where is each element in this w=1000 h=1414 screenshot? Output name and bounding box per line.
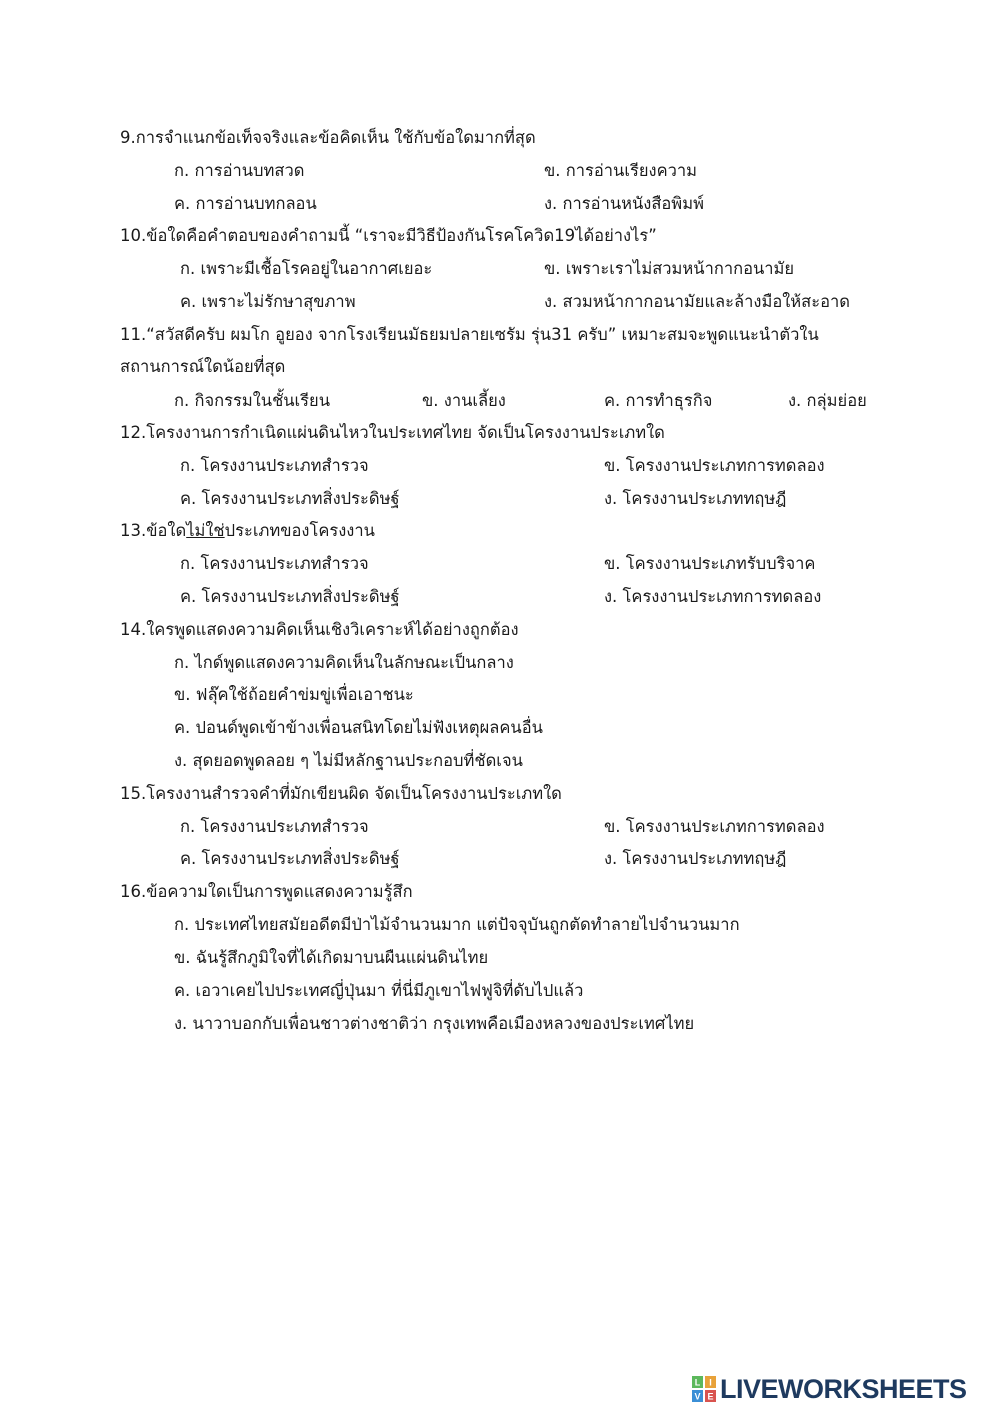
question-9-text: 9.การจำแนกข้อเท็จจริงและข้อคิดเห็น ใช้กับข้อใดมากที่สุด <box>120 128 536 147</box>
q14-choice-c: ค. ปอนด์พูดเข้าข้างเพื่อนสนิทโดยไม่ฟังเหตุผลคนอื่น <box>174 718 543 737</box>
q10-choice-b: ข. เพราะเราไม่สวมหน้ากากอนามัย <box>544 259 795 278</box>
question-11-text-line2: สถานการณ์ใดน้อยที่สุด <box>120 357 286 376</box>
question-13-prefix: 13.ข้อใด <box>120 521 187 540</box>
q9-choice-a: ก. การอ่านบทสวด <box>174 161 305 180</box>
q13-choice-c: ค. โครงงานประเภทสิ่งประดิษฐ์ <box>180 587 400 606</box>
q16-choice-d: ง. นาวาบอกกับเพื่อนชาวต่างชาติว่า กรุงเทพคือเมืองหลวงของประเทศไทย <box>174 1014 695 1033</box>
q12-choice-d: ง. โครงงานประเภททฤษฎี <box>604 489 787 508</box>
q11-choice-c: ค. การทำธุรกิจ <box>604 391 713 410</box>
q14-choice-d: ง. สุดยอดพูดลอย ๆ ไม่มีหลักฐานประกอบที่ชัดเจน <box>174 751 523 770</box>
q11-choice-b: ข. งานเลี้ยง <box>422 391 506 410</box>
question-11-text-line1: 11.“สวัสดีครับ ผมโก อูยอง จากโรงเรียนมัธยมปลายเซรัม รุ่น31 ครับ” เหมาะสมจะพูดแนะนำตัวใน <box>120 325 819 344</box>
q13-choice-a: ก. โครงงานประเภทสำรวจ <box>180 554 369 573</box>
q15-choice-d: ง. โครงงานประเภททฤษฎี <box>604 849 787 868</box>
q10-choice-a: ก. เพราะมีเชื้อโรคอยู่ในอากาศเยอะ <box>180 259 433 278</box>
svg-text:I: I <box>709 1377 712 1388</box>
q15-choice-b: ข. โครงงานประเภทการทดลอง <box>604 817 825 836</box>
q9-choice-c: ค. การอ่านบทกลอน <box>174 194 317 213</box>
q16-choice-c: ค. เอวาเคยไปประเทศญี่ปุ่นมา ที่นี่มีภูเขาไฟฟูจิที่ดับไปแล้ว <box>174 981 584 1000</box>
q12-choice-b: ข. โครงงานประเภทการทดลอง <box>604 456 825 475</box>
q12-choice-c: ค. โครงงานประเภทสิ่งประดิษฐ์ <box>180 489 400 508</box>
q9-choice-d: ง. การอ่านหนังสือพิมพ์ <box>544 194 704 213</box>
q10-choice-d: ง. สวมหน้ากากอนามัยและล้างมือให้สะอาด <box>544 292 851 311</box>
q14-choice-a: ก. ไกด์พูดแสดงความคิดเห็นในลักษณะเป็นกลาง <box>174 653 514 672</box>
question-16-text: 16.ข้อความใดเป็นการพูดแสดงความรู้สึก <box>120 882 413 901</box>
q11-choice-a: ก. กิจกรรมในชั้นเรียน <box>174 391 330 410</box>
q16-choice-b: ข. ฉันรู้สึกภูมิใจที่ได้เกิดมาบนผืนแผ่นดินไทย <box>174 948 489 967</box>
question-15-text: 15.โครงงานสำรวจคำที่มักเขียนผิด จัดเป็นโครงงานประเภทใด <box>120 784 562 803</box>
svg-text:E: E <box>707 1391 714 1402</box>
liveworksheets-logo-icon <box>692 1376 716 1402</box>
q9-choice-b: ข. การอ่านเรียงความ <box>544 161 698 180</box>
question-13-text <box>120 520 375 542</box>
q15-choice-c: ค. โครงงานประเภทสิ่งประดิษฐ์ <box>180 849 400 868</box>
liveworksheets-logo-text: LIVEWORKSHEETS <box>720 1373 967 1404</box>
svg-text:V: V <box>694 1391 701 1402</box>
q14-choice-b: ข. ฟลุ๊คใช้ถ้อยคำข่มขู่เพื่อเอาชนะ <box>174 685 414 704</box>
q10-choice-c: ค. เพราะไม่รักษาสุขภาพ <box>180 292 356 311</box>
question-10-text: 10.ข้อใดคือคำตอบของคำถามนี้ “เราจะมีวิธีป้องกันโรคโควิด19ได้อย่างไร” <box>120 226 657 245</box>
q11-choice-d: ง. กลุ่มย่อย <box>788 391 867 410</box>
q13-choice-b: ข. โครงงานประเภทรับบริจาค <box>604 554 816 573</box>
q13-choice-d: ง. โครงงานประเภทการทดลอง <box>604 587 822 606</box>
question-13-underlined-word: ไม่ใช่ <box>186 521 225 540</box>
question-14-text: 14.ใครพูดแสดงความคิดเห็นเชิงวิเคราะห์ได้อย่างถูกต้อง <box>120 620 519 639</box>
question-12-text: 12.โครงงานการกำเนิดแผ่นดินไหวในประเทศไทย จัดเป็นโครงงานประเภทใด <box>120 423 665 442</box>
svg-text:L: L <box>694 1377 701 1388</box>
q12-choice-a: ก. โครงงานประเภทสำรวจ <box>180 456 369 475</box>
liveworksheets-logo[interactable] <box>692 1373 967 1404</box>
q15-choice-a: ก. โครงงานประเภทสำรวจ <box>180 817 369 836</box>
q16-choice-a: ก. ประเทศไทยสมัยอดีตมีป่าไม้จำนวนมาก แต่ปัจจุบันถูกตัดทำลายไปจำนวนมาก <box>174 915 740 934</box>
question-13-suffix: ประเภทของโครงงาน <box>224 521 375 540</box>
